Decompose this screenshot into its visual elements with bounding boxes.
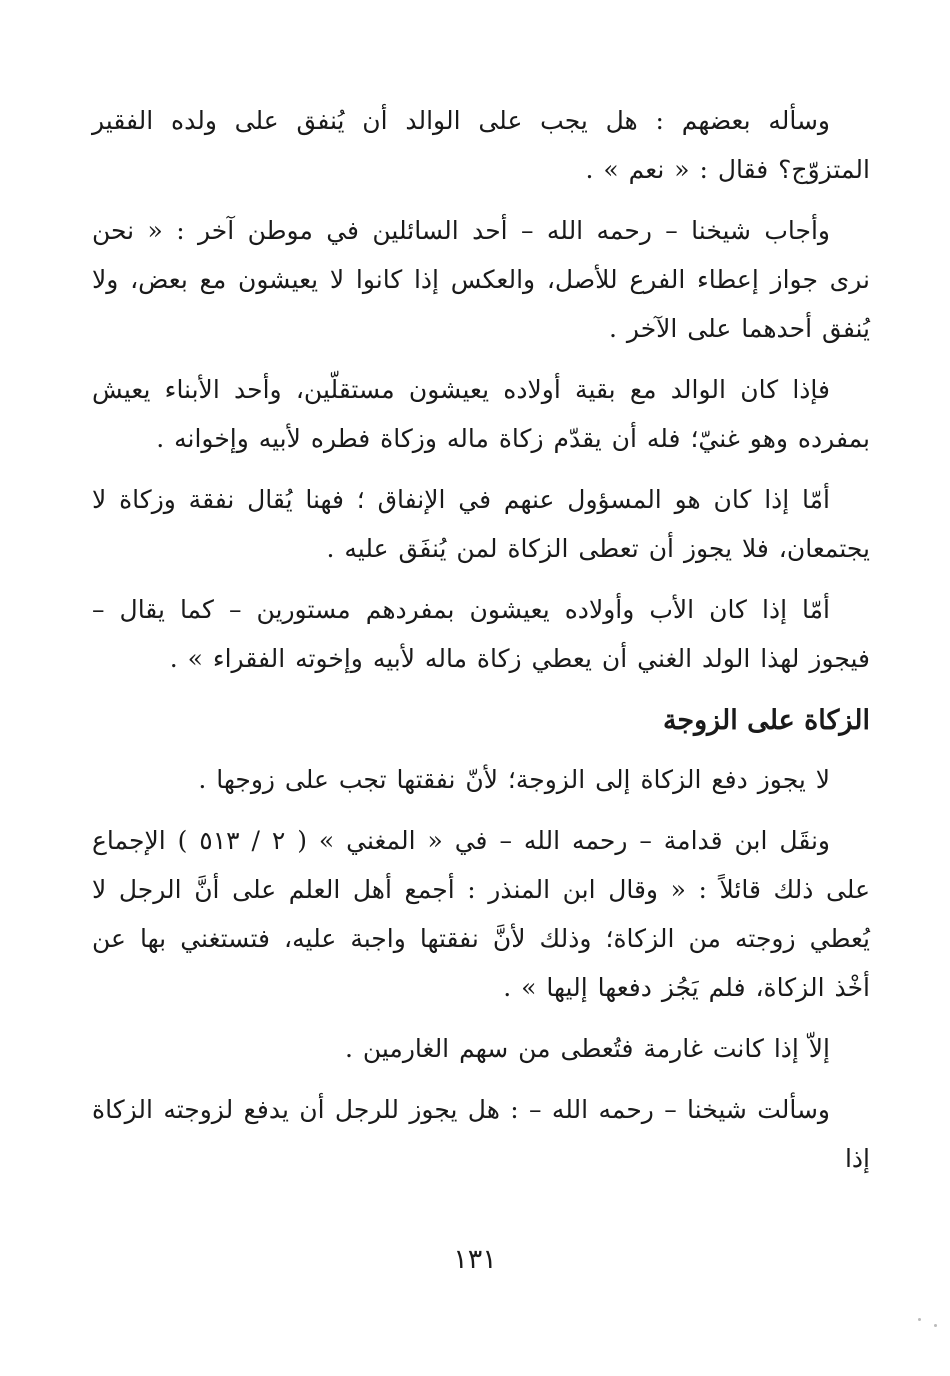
paragraph-father-spending: وسأله بعضهم : هل يجب على الوالد أن يُنفق على ولده الفقير المتزوّج؟ فقال : « نعم » . <box>92 106 870 184</box>
paragraph-ibn-qudama: ونقَل ابن قدامة – رحمه الله – في « المغني » ( ٢ / ٥١٣ ) الإجماع على ذلك قائلاً : « وقال ابن المنذر : أجمع أهل العلم على أنَّ الرجل لا يُعطي زوجته من الزكاة؛ وذلك لأنَّ نفقتها واجبة عليه، فتستغني بها عن أخْذ الزكاة، فلم يَجُز دفعها إليها » . <box>92 826 870 1002</box>
page-body <box>92 96 870 1195</box>
paragraph-sheikh-answer: وأجاب شيخنا – رحمه الله – أحد السائلين في موطن آخر : « نحن نرى جواز إعطاء الفرع للأصل، والعكس إذا كانوا لا يعيشون مع بعض، ولا يُنفق أحدهما على الآخر . <box>92 216 870 343</box>
paragraph-wife-zakat: لا يجوز دفع الزكاة إلى الزوجة؛ لأنّ نفقتها تجب على زوجها . <box>198 765 830 794</box>
section-heading: الزكاة على الزوجة <box>662 705 870 736</box>
paragraph-debtor-exception: إلاّ إذا كانت غارمة فتُعطى من سهم الغارمين . <box>344 1034 830 1063</box>
scan-speck <box>918 1318 921 1321</box>
paragraph-question-continued: وسألت شيخنا – رحمه الله – : هل يجوز للرجل أن يدفع لزوجته الزكاة إذا <box>92 1095 870 1173</box>
paragraph-responsible-son: أمّا إذا كان هو المسؤول عنهم في الإنفاق ؛ فهنا يُقال نفقة وزكاة لا يجتمعان، فلا يجوز أن تعطى الزكاة لمن يُنفَق عليه . <box>92 485 870 563</box>
paragraph-rich-son: أمّا إذا كان الأب وأولاده يعيشون بمفردهم مستورين – كما يقال – فيجوز لهذا الولد الغني أن يعطي زكاة ماله لأبيه وإخوته الفقراء » . <box>92 595 870 673</box>
scan-speck <box>934 1324 937 1327</box>
page-number: ١٣١ <box>453 1244 497 1275</box>
paragraph-independent-son: فإذا كان الوالد مع بقية أولاده يعيشون مستقلّين، وأحد الأبناء يعيش بمفرده وهو غنيّ؛ فله أن يقدّم زكاة ماله وزكاة فطره لأبيه وإخوانه . <box>92 375 870 453</box>
